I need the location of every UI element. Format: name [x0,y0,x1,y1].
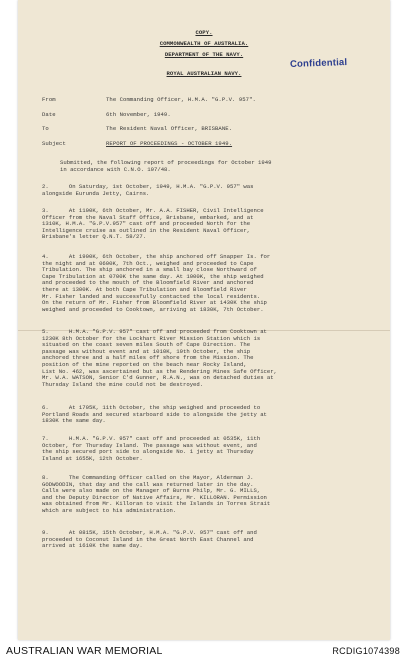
confidential-stamp: Confidential [289,57,348,70]
copy-heading: COPY. [195,29,213,36]
date-value: 6th November, 1949. [106,111,171,118]
archive-reference: RCDIG1074398 [332,646,400,656]
paragraph-3: 3. At 1100K, 6th October, Mr. A.A. FISHER, Civil Intelligence Officer from the Naval Staff Office, Brisbane, embarked, and at 1310K, H.M.A. "G.P.V.957" cast off and proceeded North for the Intelligence cruise as outlined in the Resident Naval Officer, Brisbane's letter Q.N.T. 58/27. [42,207,264,241]
to-value: The Resident Naval Officer, BRISBANE. [106,125,233,132]
paragraph-1: Submitted, the following report of proceedings for October 1949 in accordance with C.N.O. 107/48. [60,159,272,173]
department-heading: DEPARTMENT OF THE NAVY. [164,51,244,58]
ran-heading: ROYAL AUSTRALIAN NAVY. [166,70,242,77]
document-page [18,0,390,640]
paragraph-5: 5. H.M.A. "G.P.V. 957" cast off and proceeded from Cooktown at 1230K 8th October for the Lockhart River Mission Station which is situated on the coast seven miles South of Cape Direction. The passage was without event and at 1010K, 10th October, the ship anchored three and a half miles off shore from the Mission. The position of the mine reported on the beach near Rocky Island, List No. 462, was ascertained but as the Rendering Mines Safe Officer, Mr. W.A. WATSON, Senior C'd Gunner, R.A.N., was on detached duties at Thursday Island the mine could not be destroyed. [42,328,277,388]
paragraph-4: 4. At 1900K, 6th October, the ship anchored off Snapper Is. for the night and at 0600K, 7th Oct., weighed and proceeded to Cape Tribulation. The ship anchored in a small bay close Northward of Cape Tribulation at 0700K the same day. At 1000K, the ship weighed and proceeded to the mouth of the Bloomfield River and anchored there at 1300K. At both Cape Tribulation and Bloomfield River Mr. Fisher landed and successfully contacted the local residents. On the return of Mr. Fisher from Bloomfield River at 1430K the ship weighed and proceeded to Cooktown, arriving at 1830K, 7th October. [42,253,271,313]
subject-value: REPORT OF PROCEEDINGS - OCTOBER 1949. [106,140,233,147]
subject-label: Subject [42,140,66,147]
paragraph-2: 2. On Saturday, 1st October, 1949, H.M.A. "G.P.V. 957" was alongside Eurunda Jetty, Cairns. [42,183,254,197]
archive-credit: AUSTRALIAN WAR MEMORIAL [6,645,163,657]
commonwealth-heading: COMMONWEALTH OF AUSTRALIA. [159,40,249,47]
to-label: To [42,125,49,132]
from-value: The Commanding Officer, H.M.A. "G.P.V. 957". [106,96,256,103]
paragraph-7: 7. H.M.A. "G.P.V. 957" cast off and proceeded at 0535K, 11th October, for Thursday Island. The passage was without event, and the ship secured port side to alongside No. 1 jetty at Thursday Island at 1655K, 12th October. [42,435,261,462]
paragraph-6: 6. At 1705K, 11th October, the ship weighed and proceeded to Portland Roads and secured starboard side to alongside the jetty at 1830K the same day. [42,404,267,425]
paragraph-8: 8. The Commanding Officer called on the Mayor, Alderman J. GODWOODIN, that day and the call was returned later in the day. Calls were also made on the Manager of Burns Philp, Mr. G. MILLS, and the Deputy Director of Native Affairs, Mr. KILLORAN. Permission was obtained from Mr. Killoran to visit the Islands in Torres Strait which are subject to his administration. [42,474,271,514]
from-label: From [42,96,56,103]
date-label: Date [42,111,56,118]
paragraph-9: 9. At 0815K, 15th October, H.M.A. "G.P.V. 957" cast off and proceeded to Coconut Island in the Great North East Channel and arrived at 1610K the same day. [42,529,257,550]
